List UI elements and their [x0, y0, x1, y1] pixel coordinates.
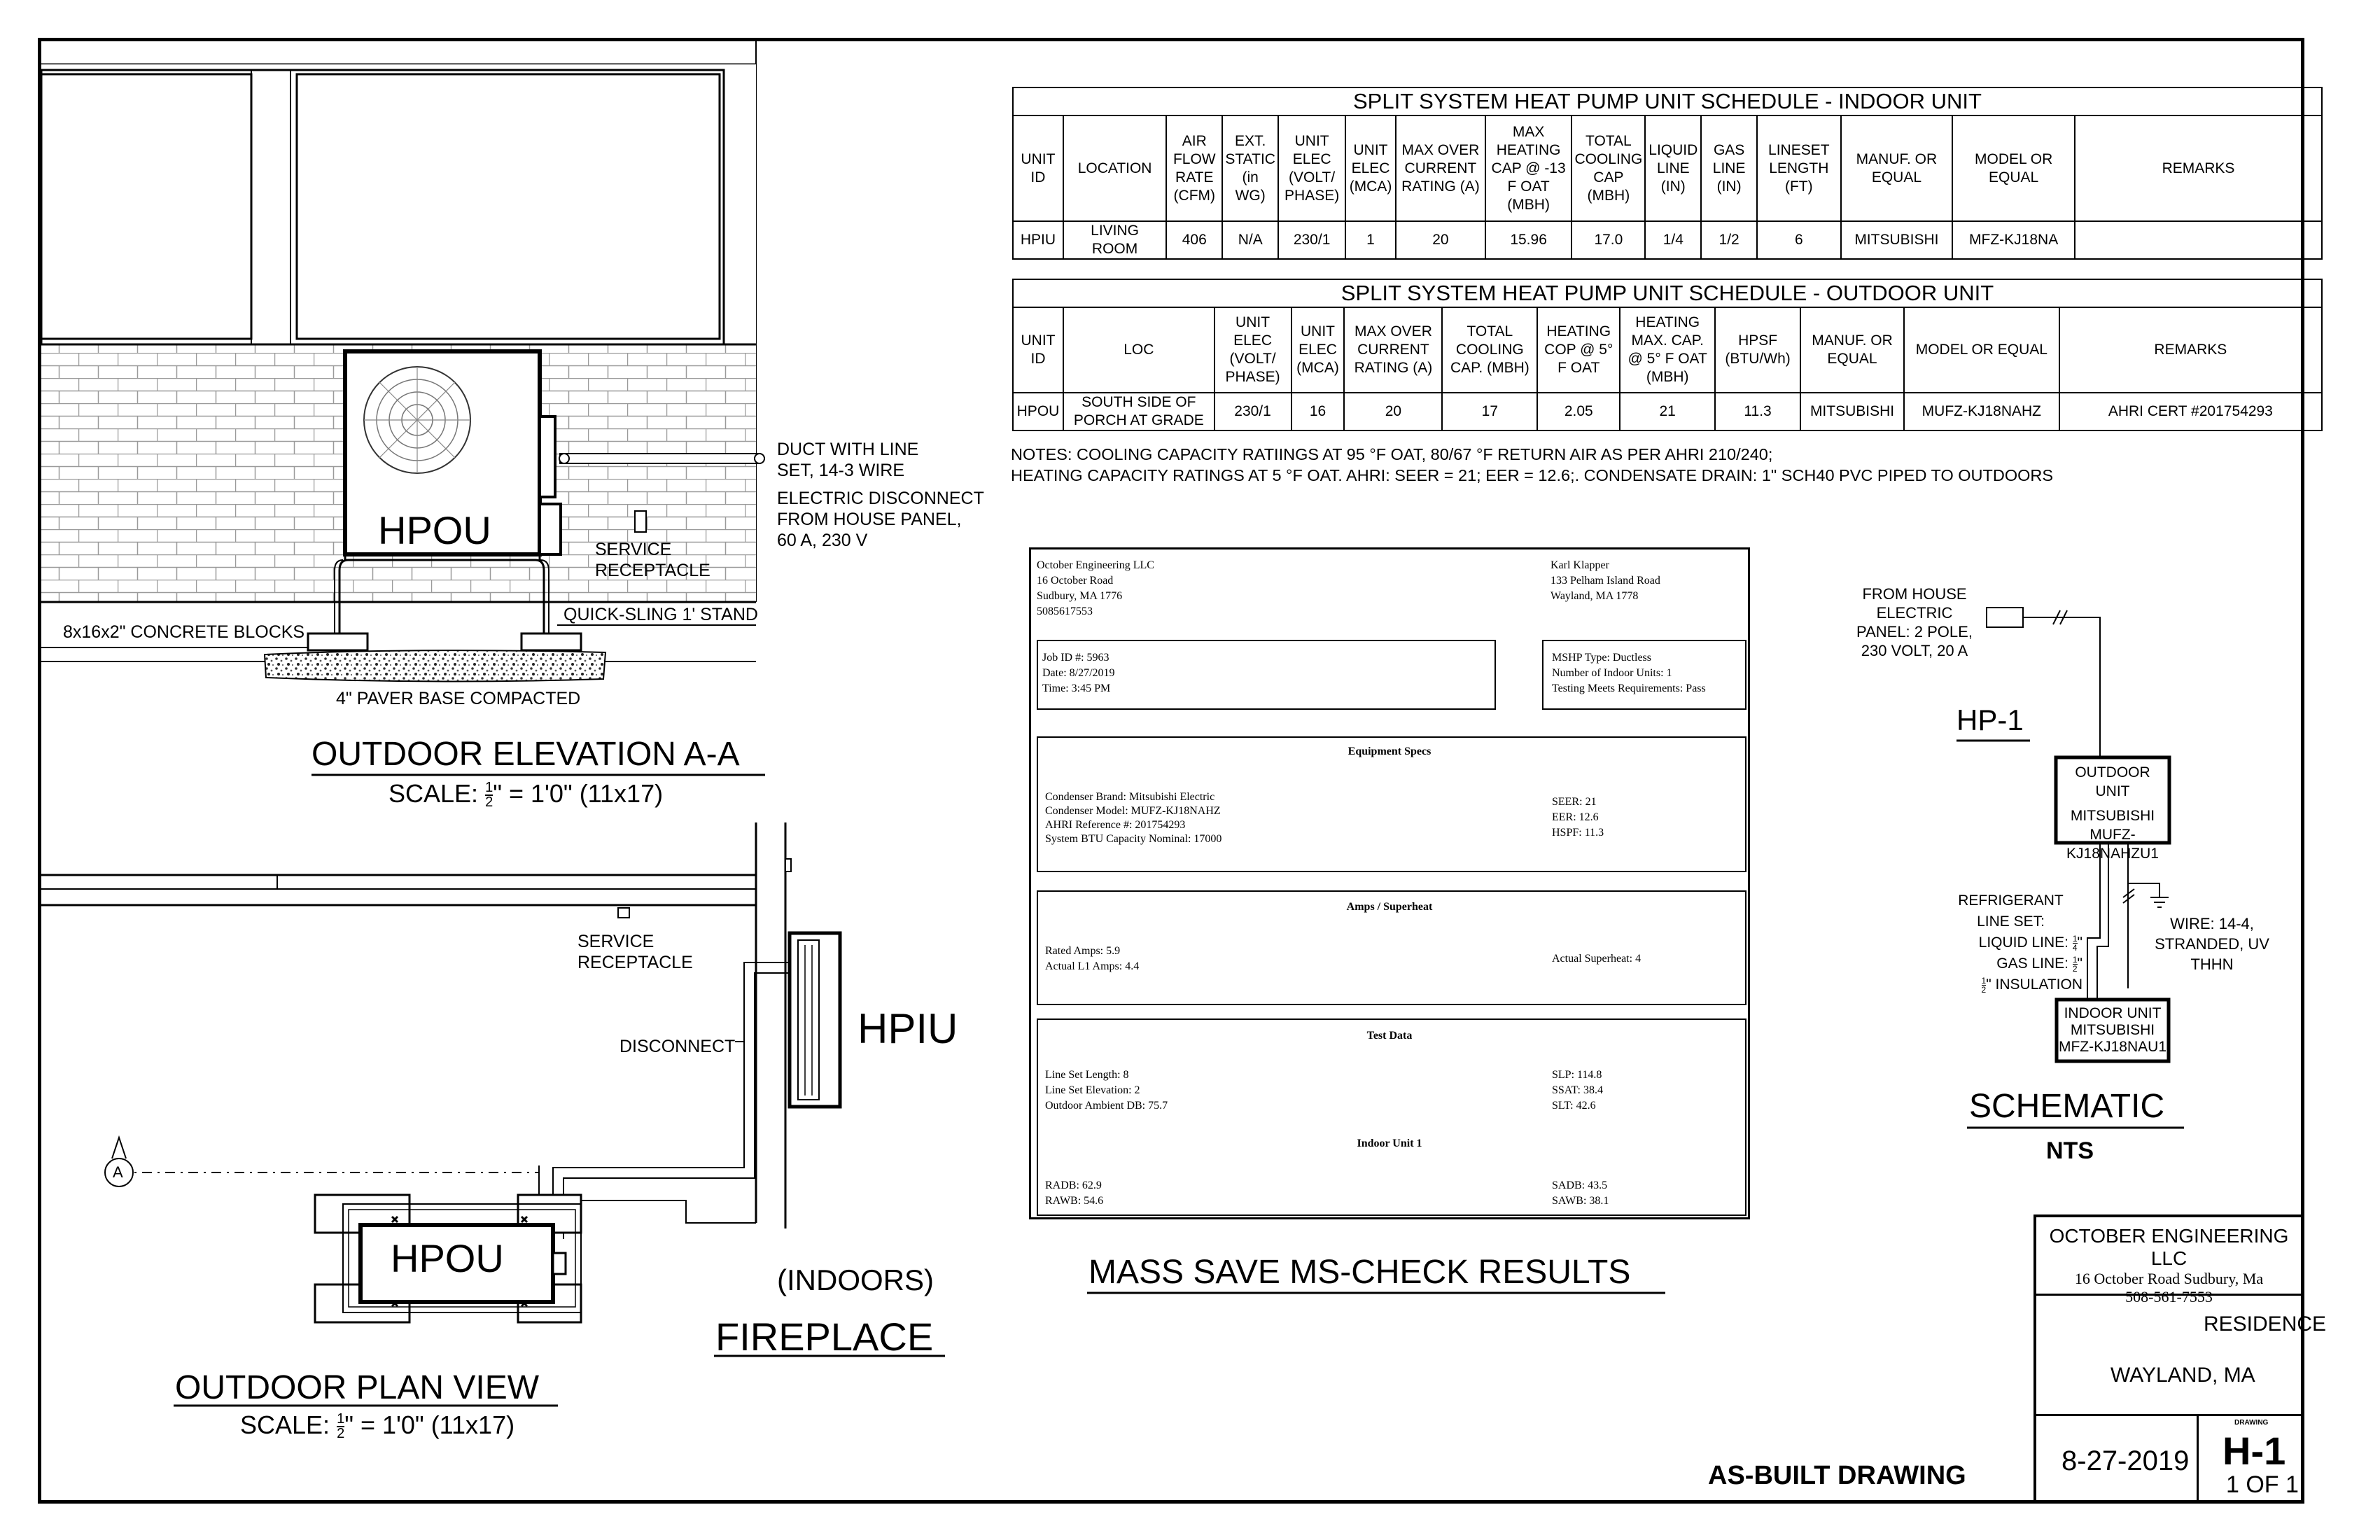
indoor-data-cell-12: MITSUBISHI — [1841, 221, 1953, 259]
plan-disconnect-label: DISCONNECT — [620, 1037, 736, 1056]
indoor-data-cell-9: 1/4 — [1645, 221, 1701, 259]
indoor-unit-model: MFZ-KJ18NAU1 — [2058, 1039, 2167, 1055]
condenser-model: Condenser Model: MUFZ-KJ18NAHZ — [1045, 805, 1221, 817]
hp-1-label: HP-1 — [1956, 704, 2024, 736]
disconnect-label-2: FROM HOUSE PANEL, — [777, 510, 962, 529]
gas-line-label: GAS LINE: $\frac{1}{2}$ " — [1996, 954, 2082, 974]
report-client-address-2: Wayland, MA 1778 — [1550, 590, 1639, 602]
plan-service-label-2: RECEPTACLE — [578, 953, 693, 972]
job-id: Job ID #: 5963 — [1042, 652, 1110, 664]
wire-label-3: THHN — [2190, 955, 2234, 973]
stand-label: QUICK-SLING 1' STAND — [564, 605, 758, 624]
outdoor-data-cell-1: SOUTH SIDE OF PORCH AT GRADE — [1063, 393, 1214, 430]
drawing-number: H-1 — [2222, 1429, 2286, 1473]
indoor-header-cell-9: LIQUID LINE (IN) — [1645, 115, 1701, 221]
testing-result: Testing Meets Requirements: Pass — [1552, 682, 1706, 694]
panel-label-4: 230 VOLT, 20 A — [1861, 642, 1968, 659]
paver-label: 4" PAVER BASE COMPACTED — [336, 689, 581, 708]
indoor-header-cell-4: UNIT ELEC (VOLT/ PHASE) — [1278, 115, 1345, 221]
insulation-label: $\frac{1}{2}$ " INSULATION — [1981, 975, 2082, 995]
line-set-length: Line Set Length: 8 — [1045, 1069, 1129, 1081]
mscheck-title: MASS SAVE MS-CHECK RESULTS — [1088, 1254, 1631, 1291]
plan-title: OUTDOOR PLAN VIEW — [175, 1369, 540, 1406]
panel-label-2: ELECTRIC — [1876, 604, 1953, 622]
rated-amps: Rated Amps: 5.9 — [1045, 945, 1121, 957]
indoor-header-cell-8: TOTAL COOLING CAP (MBH) — [1572, 115, 1645, 221]
company-name: OCTOBER ENGINEERING LLC — [2049, 1225, 2289, 1269]
outdoor-unit-manuf: MITSUBISHI — [2070, 808, 2155, 824]
indoor-data-cell-13: MFZ-KJ18NA — [1952, 221, 2075, 259]
title-block-sheet-divider — [2197, 1414, 2199, 1504]
indoor-header-cell-0: UNIT ID — [1013, 115, 1063, 221]
indoor-header-cell-6: MAX OVER CURRENT RATING (A) — [1396, 115, 1485, 221]
outdoor-data-cell-6: 2.05 — [1537, 393, 1620, 430]
hspf-value: HSPF: 11.3 — [1552, 827, 1604, 839]
indoor-schedule-title: SPLIT SYSTEM HEAT PUMP UNIT SCHEDULE - INDOOR UNIT — [1013, 88, 2322, 115]
outdoor-unit-block — [2056, 763, 2169, 863]
refrigerant-label-2: LINE SET: — [1977, 913, 2045, 930]
as-built-label: AS-BUILT DRAWING — [1708, 1461, 1966, 1490]
duct-label-1: DUCT WITH LINE — [777, 440, 919, 459]
outdoor-data-cell-7: 21 — [1620, 393, 1715, 430]
outdoor-header-cell-6: HEATING COP @ 5° F OAT — [1537, 307, 1620, 393]
schematic-title: SCHEMATIC — [1969, 1088, 2165, 1125]
wire-note — [2146, 913, 2278, 974]
elevation-service-label-1: SERVICE — [595, 540, 672, 559]
indoor-header-cell-1: LOCATION — [1063, 115, 1167, 221]
outdoor-data-cell-9: MITSUBISHI — [1800, 393, 1904, 430]
plan-hpiu-label: HPIU — [858, 1005, 958, 1052]
slt-value: SLT: 42.6 — [1552, 1100, 1596, 1112]
indoor-data-cell-5: 1 — [1345, 221, 1396, 259]
sawb-value: SAWB: 38.1 — [1552, 1195, 1609, 1207]
outdoor-data-cell-0: HPOU — [1013, 393, 1063, 430]
indoor-data-cell-6: 20 — [1396, 221, 1485, 259]
actual-amps: Actual L1 Amps: 4.4 — [1045, 960, 1140, 972]
company-address: 16 October Road Sudbury, Ma — [2074, 1270, 2264, 1287]
indoor-unit-count: Number of Indoor Units: 1 — [1552, 667, 1672, 679]
mshp-type: MSHP Type: Ductless — [1552, 652, 1651, 664]
panel-label-1: FROM HOUSE — [1862, 585, 1967, 603]
indoor-unit-label: INDOOR UNIT — [2064, 1005, 2162, 1021]
indoor-data-cell-7: 15.96 — [1485, 221, 1572, 259]
outdoor-data-cell-2: 230/1 — [1214, 393, 1292, 430]
radb-value: RADB: 62.9 — [1045, 1180, 1102, 1191]
indoor-header-cell-13: MODEL OR EQUAL — [1952, 115, 2075, 221]
sheet-number: 1 OF 1 — [2226, 1471, 2299, 1498]
notes-line-1: NOTES: COOLING CAPACITY RATIINGS AT 95 °F OAT, 80/67 °F RETURN AIR AS PER AHRI 210/240; — [1011, 445, 1773, 463]
report-address-2: Sudbury, MA 1776 — [1037, 590, 1123, 602]
schematic-nts: NTS — [2046, 1138, 2094, 1164]
indoor-header-cell-3: EXT. STATIC (in WG) — [1222, 115, 1278, 221]
drawing-number-label: DRAWING — [2234, 1419, 2269, 1427]
outdoor-header-cell-5: TOTAL COOLING CAP. (MBH) — [1442, 307, 1537, 393]
outdoor-unit-model: MUFZ-KJ18NAHZU1 — [2066, 827, 2159, 862]
title-block-date-divider — [2033, 1414, 2304, 1416]
indoor-header-cell-11: LINESET LENGTH (FT) — [1757, 115, 1841, 221]
indoor-header-cell-14: REMARKS — [2075, 115, 2322, 221]
outdoor-data-cell-10: MUFZ-KJ18NAHZ — [1904, 393, 2059, 430]
sadb-value: SADB: 43.5 — [1552, 1180, 1608, 1191]
wire-label-1: WIRE: 14-4, — [2170, 915, 2254, 932]
drawing-date: 8-27-2019 — [2062, 1446, 2190, 1476]
outdoor-header-cell-9: MANUF. OR EQUAL — [1800, 307, 1904, 393]
indoor-data-cell-3: N/A — [1222, 221, 1278, 259]
indoor-unit-schedule — [1012, 87, 2323, 260]
outdoor-data-cell-11: AHRI CERT #201754293 — [2059, 393, 2322, 430]
line-set-elevation: Line Set Elevation: 2 — [1045, 1084, 1140, 1096]
outdoor-header-cell-0: UNIT ID — [1013, 307, 1063, 393]
duct-label-2: SET, 14-3 WIRE — [777, 461, 904, 480]
plan-service-label-1: SERVICE — [578, 932, 654, 951]
indoor-unit-heading: Indoor Unit 1 — [1357, 1138, 1422, 1149]
panel-label-3: PANEL: 2 POLE, — [1856, 623, 1973, 640]
job-date: Date: 8/27/2019 — [1042, 667, 1115, 679]
indoor-data-cell-4: 230/1 — [1278, 221, 1345, 259]
indoor-header-cell-10: GAS LINE (IN) — [1701, 115, 1757, 221]
elevation-scale: SCALE: $\frac{1}{2}$ " = 1'0" (11x17) — [388, 779, 664, 811]
system-btu: System BTU Capacity Nominal: 17000 — [1045, 833, 1222, 845]
disconnect-label-3: 60 A, 230 V — [777, 531, 868, 550]
indoor-unit-block — [2057, 1005, 2169, 1056]
elevation-hpou-label: HPOU — [378, 508, 491, 552]
test-data-heading: Test Data — [1366, 1030, 1413, 1042]
outdoor-header-cell-8: HPSF (BTU/Wh) — [1715, 307, 1800, 393]
outdoor-header-cell-2: UNIT ELEC (VOLT/ PHASE) — [1214, 307, 1292, 393]
blocks-label: 8x16x2" CONCRETE BLOCKS — [63, 622, 305, 642]
seer-value: SEER: 21 — [1552, 796, 1597, 808]
indoor-data-cell-8: 17.0 — [1572, 221, 1645, 259]
indoor-data-cell-0: HPIU — [1013, 221, 1063, 259]
outdoor-header-cell-11: REMARKS — [2059, 307, 2322, 393]
indoor-data-cell-10: 1/2 — [1701, 221, 1757, 259]
project-name: RESIDENCE — [2204, 1312, 2327, 1336]
section-marker-a: A — [113, 1163, 123, 1181]
indoor-data-cell-14 — [2075, 221, 2322, 259]
ahri-reference: AHRI Reference #: 201754293 — [1045, 819, 1186, 831]
outdoor-unit-label: OUTDOOR UNIT — [2075, 764, 2150, 799]
actual-superheat: Actual Superheat: 4 — [1552, 953, 1642, 965]
indoor-header-cell-5: UNIT ELEC (MCA) — [1345, 115, 1396, 221]
refrigerant-note — [1939, 890, 2082, 995]
elevation-service-label-2: RECEPTACLE — [595, 561, 710, 580]
fireplace-label: FIREPLACE — [715, 1315, 934, 1359]
equipment-specs-heading: Equipment Specs — [1348, 746, 1432, 757]
project-town: WAYLAND, MA — [2110, 1364, 2255, 1387]
outdoor-data-cell-8: 11.3 — [1715, 393, 1800, 430]
report-phone: 5085617553 — [1037, 606, 1093, 617]
notes-line-2: HEATING CAPACITY RATINGS AT 5 °F OAT. AHRI: SEER = 21; EER = 12.6;. CONDENSATE DRAIN: 1" SCH40 PVC PIPED TO OUTDOORS — [1011, 466, 2054, 484]
indoor-header-cell-7: MAX HEATING CAP @ -13 F OAT (MBH) — [1485, 115, 1572, 221]
outdoor-header-cell-7: HEATING MAX. CAP. @ 5° F OAT (MBH) — [1620, 307, 1715, 393]
condenser-brand: Condenser Brand: Mitsubishi Electric — [1045, 791, 1215, 803]
indoor-data-cell-11: 6 — [1757, 221, 1841, 259]
outdoor-data-cell-4: 20 — [1344, 393, 1442, 430]
liquid-line-label: LIQUID LINE: $\frac{1}{4}$ " — [1978, 933, 2082, 953]
job-time: Time: 3:45 PM — [1042, 682, 1111, 694]
outdoor-header-cell-1: LOC — [1063, 307, 1214, 393]
outdoor-elevation-drawing — [41, 41, 765, 775]
indoor-unit-manuf: MITSUBISHI — [2070, 1022, 2155, 1038]
indoor-header-cell-12: MANUF. OR EQUAL — [1841, 115, 1953, 221]
amps-heading: Amps / Superheat — [1346, 901, 1433, 913]
elevation-title: OUTDOOR ELEVATION A-A — [312, 736, 740, 773]
slp-value: SLP: 114.8 — [1552, 1069, 1602, 1081]
title-block-company-area — [2033, 1225, 2304, 1306]
report-address-1: 16 October Road — [1037, 575, 1114, 587]
indoors-label: (INDOORS) — [777, 1264, 934, 1296]
indoor-data-cell-1: LIVING ROOM — [1063, 221, 1167, 259]
indoor-data-cell-2: 406 — [1166, 221, 1222, 259]
company-phone: 508-561-7553 — [2125, 1288, 2213, 1306]
indoor-header-cell-2: AIR FLOW RATE (CFM) — [1166, 115, 1222, 221]
outdoor-data-cell-3: 16 — [1292, 393, 1345, 430]
refrigerant-label-1: REFRIGERANT — [1958, 892, 2064, 909]
outdoor-data-cell-5: 17 — [1442, 393, 1537, 430]
test-data-box — [1037, 1018, 1746, 1216]
ms-check-report — [1029, 547, 1750, 1219]
outdoor-unit-schedule — [1012, 279, 2323, 431]
outdoor-ambient: Outdoor Ambient DB: 75.7 — [1045, 1100, 1168, 1112]
wire-label-2: STRANDED, UV — [2155, 935, 2269, 953]
eer-value: EER: 12.6 — [1552, 811, 1599, 823]
outdoor-header-cell-4: MAX OVER CURRENT RATING (A) — [1344, 307, 1442, 393]
report-company: October Engineering LLC — [1037, 559, 1154, 571]
panel-label — [1848, 584, 1981, 660]
outdoor-header-cell-3: UNIT ELEC (MCA) — [1292, 307, 1345, 393]
disconnect-label-1: ELECTRIC DISCONNECT — [777, 489, 984, 508]
report-client: Karl Klapper — [1550, 559, 1609, 571]
plan-hpou-label: HPOU — [391, 1236, 504, 1280]
outdoor-schedule-title: SPLIT SYSTEM HEAT PUMP UNIT SCHEDULE - OUTDOOR UNIT — [1013, 279, 2322, 307]
report-client-address-1: 133 Pelham Island Road — [1550, 575, 1660, 587]
rawb-value: RAWB: 54.6 — [1045, 1195, 1104, 1207]
ssat-value: SSAT: 38.4 — [1552, 1084, 1603, 1096]
outdoor-header-cell-10: MODEL OR EQUAL — [1904, 307, 2059, 393]
plan-scale: SCALE: $\frac{1}{2}$ " = 1'0" (11x17) — [240, 1410, 515, 1442]
